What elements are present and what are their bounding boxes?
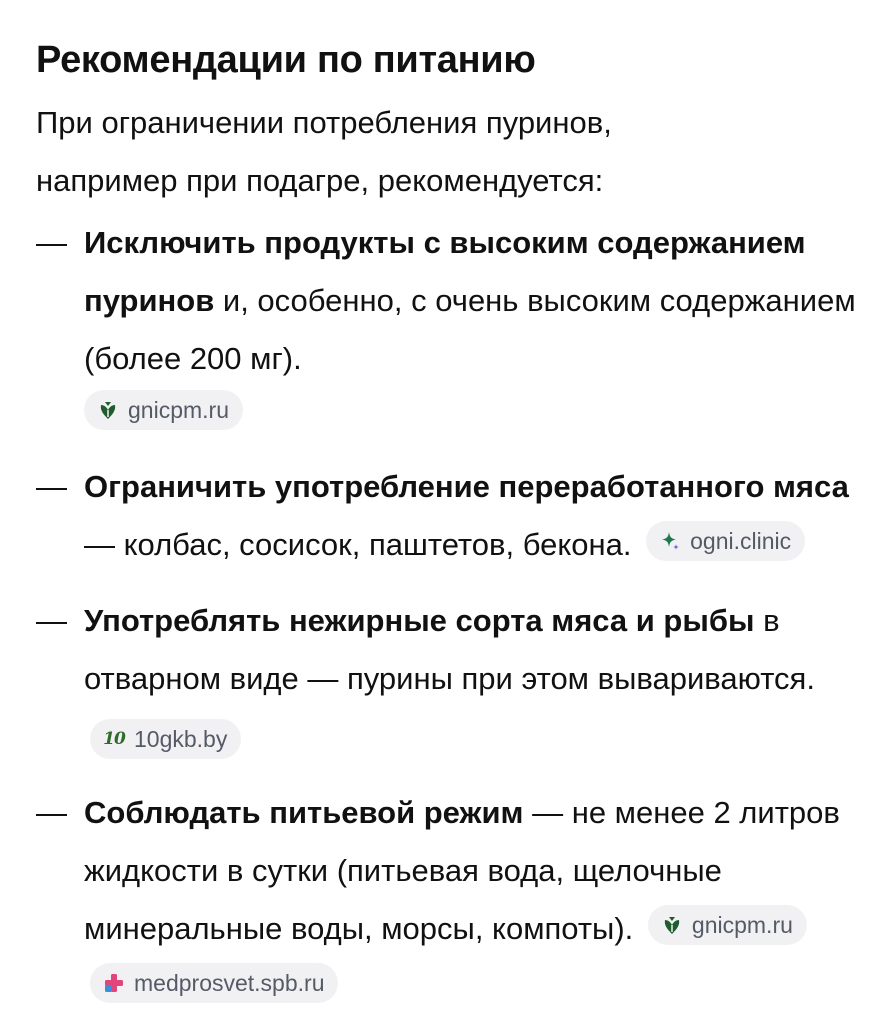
item-text: и, особенно, с очень высоким содержанием (более 200 мг). (84, 283, 856, 376)
ten-logo-icon: 10 (103, 729, 125, 749)
intro-text: При ограничении потребления пуринов, например при подагре, рекомендуется: (36, 105, 612, 198)
item-text: — колбас, сосисок, паштетов, бекона. (84, 527, 632, 562)
dash-marker: — (36, 469, 67, 504)
source-chip-gnicpm[interactable] (84, 390, 243, 430)
source-label: ogni.clinic (690, 528, 792, 554)
source-chip-10gkb[interactable] (90, 719, 241, 759)
item-heading: Исключить продукты с высоким содержанием пуринов (84, 225, 806, 318)
sparkle-icon (658, 529, 682, 553)
source-chip-gnicpm[interactable] (648, 905, 807, 945)
source-label: 10gkb.by (134, 726, 228, 752)
gnicpm-leaf-icon (660, 913, 684, 937)
list-item (36, 784, 856, 1016)
list-item (36, 592, 856, 766)
item-text: в отварном виде — пурины при этом вывариваются. (84, 603, 815, 696)
list-item (36, 458, 856, 574)
source-label: gnicpm.ru (128, 397, 229, 423)
item-heading: Ограничить употребление переработанного мяса (84, 469, 849, 504)
source-label: gnicpm.ru (691, 912, 793, 938)
source-label: medprosvet.spb.ru (134, 970, 325, 996)
recommendation-list (36, 214, 856, 1016)
source-row (84, 388, 856, 440)
list-item (36, 214, 856, 440)
gnicpm-leaf-icon (96, 398, 120, 422)
item-text: — не менее 2 литров жидкости в сутки (питьевая вода, щелочные минеральные воды, морсы, компоты). (84, 795, 840, 946)
source-chip-ogni[interactable] (646, 521, 805, 561)
dash-marker: — (36, 603, 67, 638)
page-title: Рекомендации по питанию (36, 39, 536, 81)
source-chip-medprosvet[interactable] (90, 963, 338, 1003)
item-heading: Употреблять нежирные сорта мяса и рыбы (84, 603, 755, 638)
medical-cross-icon (102, 971, 126, 995)
dash-marker: — (36, 795, 67, 830)
dash-marker: — (36, 225, 67, 260)
item-heading: Соблюдать питьевой режим (84, 795, 524, 830)
